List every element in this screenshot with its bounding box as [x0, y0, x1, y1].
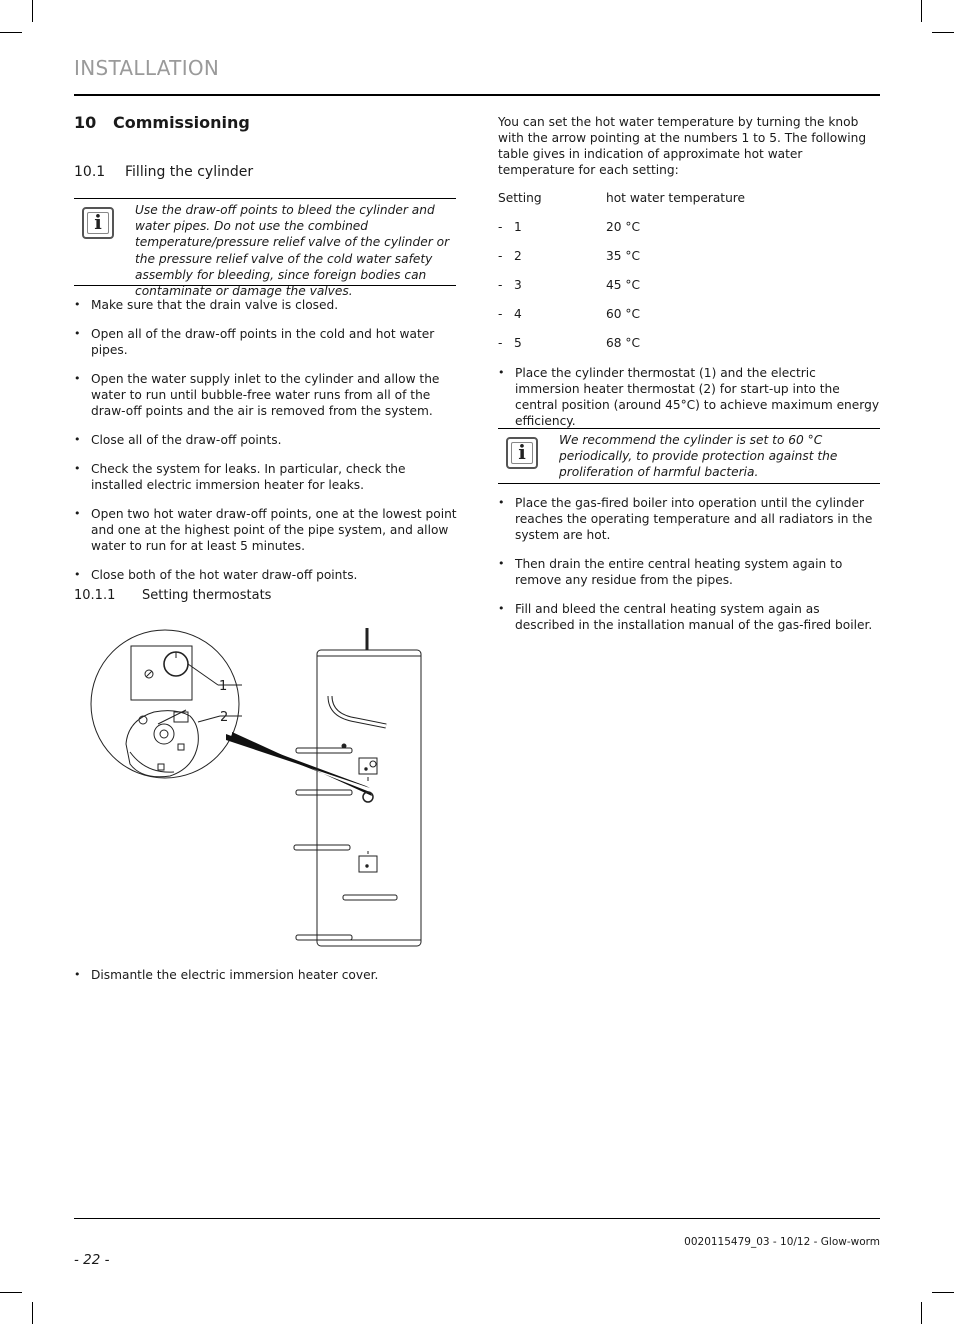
heading-number: 10.1: [74, 164, 106, 180]
document-code: 0020115479_03 - 10/12 - Glow-worm: [684, 1236, 880, 1248]
column-header-setting: Setting: [498, 191, 542, 205]
note-text: Use the draw-off points to bleed the cylinder and water pipes. Do not use the combined temperature/pressure relief valve of the cylinder or the pressure relief valve of the cold water safety assembly for bleeding, since foreign bodies can contaminate or damage the valves.: [135, 203, 450, 299]
list-item: • Place the cylinder thermostat (1) and the electric immersion heater thermostat (2) for start-up into the central position (around 45°C) to achieve maximum energy efficiency.: [498, 365, 880, 429]
final-steps-list: [498, 495, 880, 646]
setting-cell: - 2: [498, 249, 522, 263]
setting-cell: - 1: [498, 220, 522, 234]
heading-number: 10.1.1: [74, 588, 116, 603]
setting-cell: - 3: [498, 278, 522, 292]
setting-cell: - 4: [498, 307, 522, 321]
list-item: • Close all of the draw-off points.: [74, 432, 458, 448]
heading-number: 10: [74, 113, 97, 132]
page-number: - 22 -: [74, 1252, 110, 1268]
cylinder-body: [317, 650, 421, 946]
info-icon: i: [506, 437, 538, 469]
crop-mark: [932, 1292, 954, 1293]
crop-mark: [0, 1292, 22, 1293]
list-item: • Fill and bleed the central heating system again as described in the installation manual of the gas-fired boiler.: [498, 601, 880, 633]
temperature-cell: 60 °C: [606, 307, 640, 321]
heading-title: Setting thermostats: [142, 588, 272, 603]
callout-1: 1: [219, 679, 228, 694]
temperature-cell: 20 °C: [606, 220, 640, 234]
temperature-cell: 35 °C: [606, 249, 640, 263]
footer-rule: [74, 1218, 880, 1219]
temperature-cell: 68 °C: [606, 336, 640, 350]
table-row: [498, 220, 640, 234]
heading-title: Filling the cylinder: [125, 164, 254, 180]
crop-mark: [32, 1302, 33, 1324]
note-text: We recommend the cylinder is set to 60 °C periodically, to provide protection against the proliferation of harmful bacteria.: [559, 433, 838, 480]
crop-mark: [932, 32, 954, 33]
list-item: • Open all of the draw-off points in the cold and hot water pipes.: [74, 326, 458, 358]
list-item: • Open two hot water draw-off points, one at the lowest point and one at the highest point of the pipe system, and allow water to run for at least 5 minutes.: [74, 506, 458, 554]
list-item: • Make sure that the drain valve is closed.: [74, 297, 458, 313]
list-item: • Then drain the entire central heating system again to remove any residue from the pipes.: [498, 556, 880, 588]
table-row: [498, 249, 640, 263]
dismantle-step-list: [74, 967, 458, 996]
heading-title: Commissioning: [112, 113, 250, 132]
list-item: • Place the gas-fired boiler into operation until the cylinder reaches the operating temperature and all radiators in the system are hot.: [498, 495, 880, 543]
crop-mark: [921, 0, 922, 22]
info-note: [498, 428, 880, 484]
table-row: [498, 307, 640, 321]
info-note: [74, 198, 456, 299]
temperature-cell: 45 °C: [606, 278, 640, 292]
info-icon: i: [82, 207, 114, 239]
crop-mark: [921, 1302, 922, 1324]
heading-setting-thermostats: [74, 588, 271, 603]
callout-2: 2: [220, 710, 229, 725]
crop-mark: [0, 32, 22, 33]
filling-steps-list: [74, 297, 458, 596]
setting-cell: - 5: [498, 336, 522, 350]
heading-commissioning: [74, 113, 250, 132]
column-header-temperature: hot water temperature: [606, 191, 746, 205]
list-item: • Dismantle the electric immersion heater cover.: [74, 967, 458, 983]
list-item: • Check the system for leaks. In particular, check the installed electric immersion heater for leaks.: [74, 461, 458, 493]
table-row: [498, 278, 640, 292]
crop-mark: [32, 0, 33, 22]
list-item: • Close both of the hot water draw-off points.: [74, 567, 458, 583]
temperature-intro: You can set the hot water temperature by turning the knob with the arrow pointing at the numbers 1 to 5. The following table gives in indication of approximate hot water temperature for each setting:: [498, 115, 867, 177]
cylinder-thermostat-figure: [86, 624, 436, 954]
heading-filling-cylinder: [74, 164, 253, 180]
header-rule: [74, 94, 880, 96]
list-item: • Open the water supply inlet to the cylinder and allow the water to run until bubble-free water runs from all of the draw-off points and the air is removed from the system.: [74, 371, 458, 419]
table-header: [498, 191, 746, 205]
section-title: INSTALLATION: [74, 56, 220, 80]
table-row: [498, 336, 640, 350]
